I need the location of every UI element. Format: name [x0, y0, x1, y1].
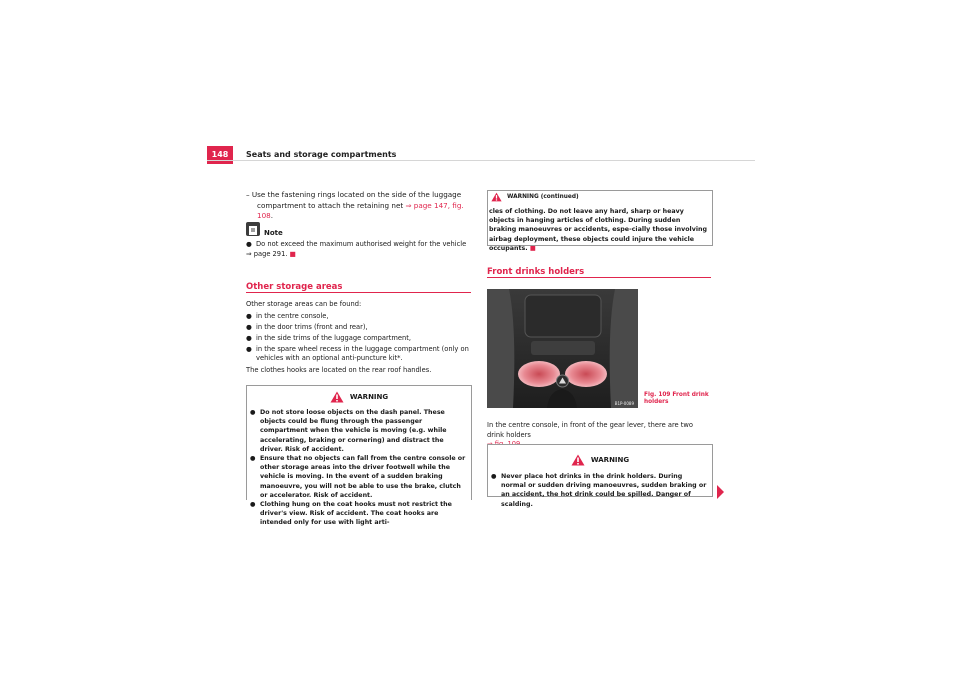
storage-body [246, 300, 471, 375]
warning-triangle-icon [571, 454, 585, 466]
instruction-line-2 [246, 201, 471, 222]
next-page-arrow-icon[interactable] [717, 485, 724, 499]
bullet-icon: ● [246, 333, 252, 342]
storage-list-item [246, 312, 471, 322]
note-line-2-wrap [246, 250, 471, 260]
storage-list-item [246, 345, 471, 364]
figure-caption [644, 392, 709, 406]
drink-holders-photo [487, 289, 638, 408]
section-rule [487, 277, 711, 278]
warning-triangle-icon [330, 391, 344, 403]
warning-continued-header [491, 192, 579, 202]
drinks-text: In the centre console, in front of the gear lever, there are two drink holders [487, 421, 693, 439]
running-head: Seats and storage compartments [246, 150, 397, 159]
figure-caption-line-1: Fig. 109 Front drink [644, 392, 709, 398]
warning-item-text: Clothing hung on the coat hooks must not restrict the driver's view. Risk of accident. The coat hooks are intended only for use with light arti- [260, 501, 452, 527]
warning-header [488, 453, 712, 467]
storage-list-item [246, 323, 471, 333]
figure-code: B1P-0089 [614, 401, 634, 406]
instruction-step [246, 190, 471, 222]
storage-item-text: in the door trims (front and rear), [256, 322, 368, 331]
bullet-icon: ● [250, 455, 256, 463]
note-item [246, 240, 471, 250]
warning-box [246, 385, 472, 527]
warning-item [250, 454, 468, 500]
bullet-icon: ● [491, 473, 497, 480]
warning-header [247, 390, 471, 404]
note-page-reference[interactable]: ⇒ page 291. [246, 249, 288, 258]
note-label: Note [264, 229, 283, 237]
warning-item-text: Do not store loose objects on the dash panel. These objects could be flung through the passenger compartment when the vehicle is moving (e.g. while accelerating, braking or cornering) and distract the driver. Risk of accident. [260, 409, 447, 453]
note-line-1: Do not exceed the maximum authorised weight for the vehicle [256, 240, 467, 248]
storage-list-item [246, 334, 471, 344]
section-title-storage: Other storage areas [246, 282, 343, 292]
header-rule [207, 160, 755, 161]
warning-triangle-icon [491, 192, 502, 202]
note-body [246, 240, 471, 259]
warning-box-drinks [487, 444, 713, 508]
page-number: 148 [211, 150, 229, 159]
warning-item [250, 408, 468, 454]
section-end-marker-icon: ■ [289, 249, 296, 258]
storage-intro: Other storage areas can be found: [246, 300, 362, 308]
bullet-icon: ● [246, 322, 252, 331]
storage-item-text: in the side trims of the luggage compartment, [256, 333, 411, 342]
instruction-period: . [270, 211, 274, 220]
section-end-marker-icon: ■ [529, 244, 536, 252]
warning-body [247, 404, 471, 528]
bullet-icon: ● [250, 501, 256, 509]
warning-body [488, 467, 712, 509]
bullet-icon: ● [250, 409, 256, 416]
warning-item [250, 500, 468, 528]
storage-item-text: in the centre console, [256, 311, 329, 320]
warning-item [491, 472, 709, 509]
warning-label: WARNING [349, 393, 389, 401]
note-icon [246, 222, 260, 236]
storage-outro: The clothes hooks are located on the rear roof handles. [246, 365, 432, 374]
storage-item-text: in the spare wheel recess in the luggage compartment (only on vehicles with an optional anti-puncture kit*. [256, 344, 469, 362]
warning-label: WARNING [590, 456, 630, 464]
warning-item-text: Never place hot drinks in the drink holders. During normal or sudden driving manoeuvres, sudden braking or an accident, the hot drink could be spilled. Danger of scalding. [501, 473, 707, 508]
warning-continued-body [489, 207, 709, 253]
instruction-text: compartment to attach the retaining net [257, 200, 406, 210]
warning-continued-text: cles of clothing. Do not leave any hard, sharp or heavy objects in hanging articles of clothing. During sudden braking manoeuvres or accidents, espe-cially those involving airbag deployment, these objects could injure the vehicle occupants. [489, 208, 707, 252]
bullet-icon: ● [246, 311, 252, 320]
instruction-line-1: – Use the fastening rings located on the side of the luggage [246, 190, 462, 199]
warning-item-text: Ensure that no objects can fall from the centre console or other storage areas into the driver footwell while the vehicle is moving. In the event of a sudden braking manoeuvre, you will not be able to use the brake, clutch or accelerator. Risk of accident. [260, 455, 466, 499]
bullet-icon: ● [246, 240, 252, 248]
page-reference-link[interactable]: ⇒ page 147, fig. 108 [257, 200, 464, 220]
section-title-drinks: Front drinks holders [487, 267, 585, 277]
warning-continued-label: WARNING (continued) [507, 194, 579, 200]
bullet-icon: ● [246, 344, 252, 353]
section-rule [246, 292, 471, 293]
figure-caption-line-2: holders [644, 399, 669, 405]
